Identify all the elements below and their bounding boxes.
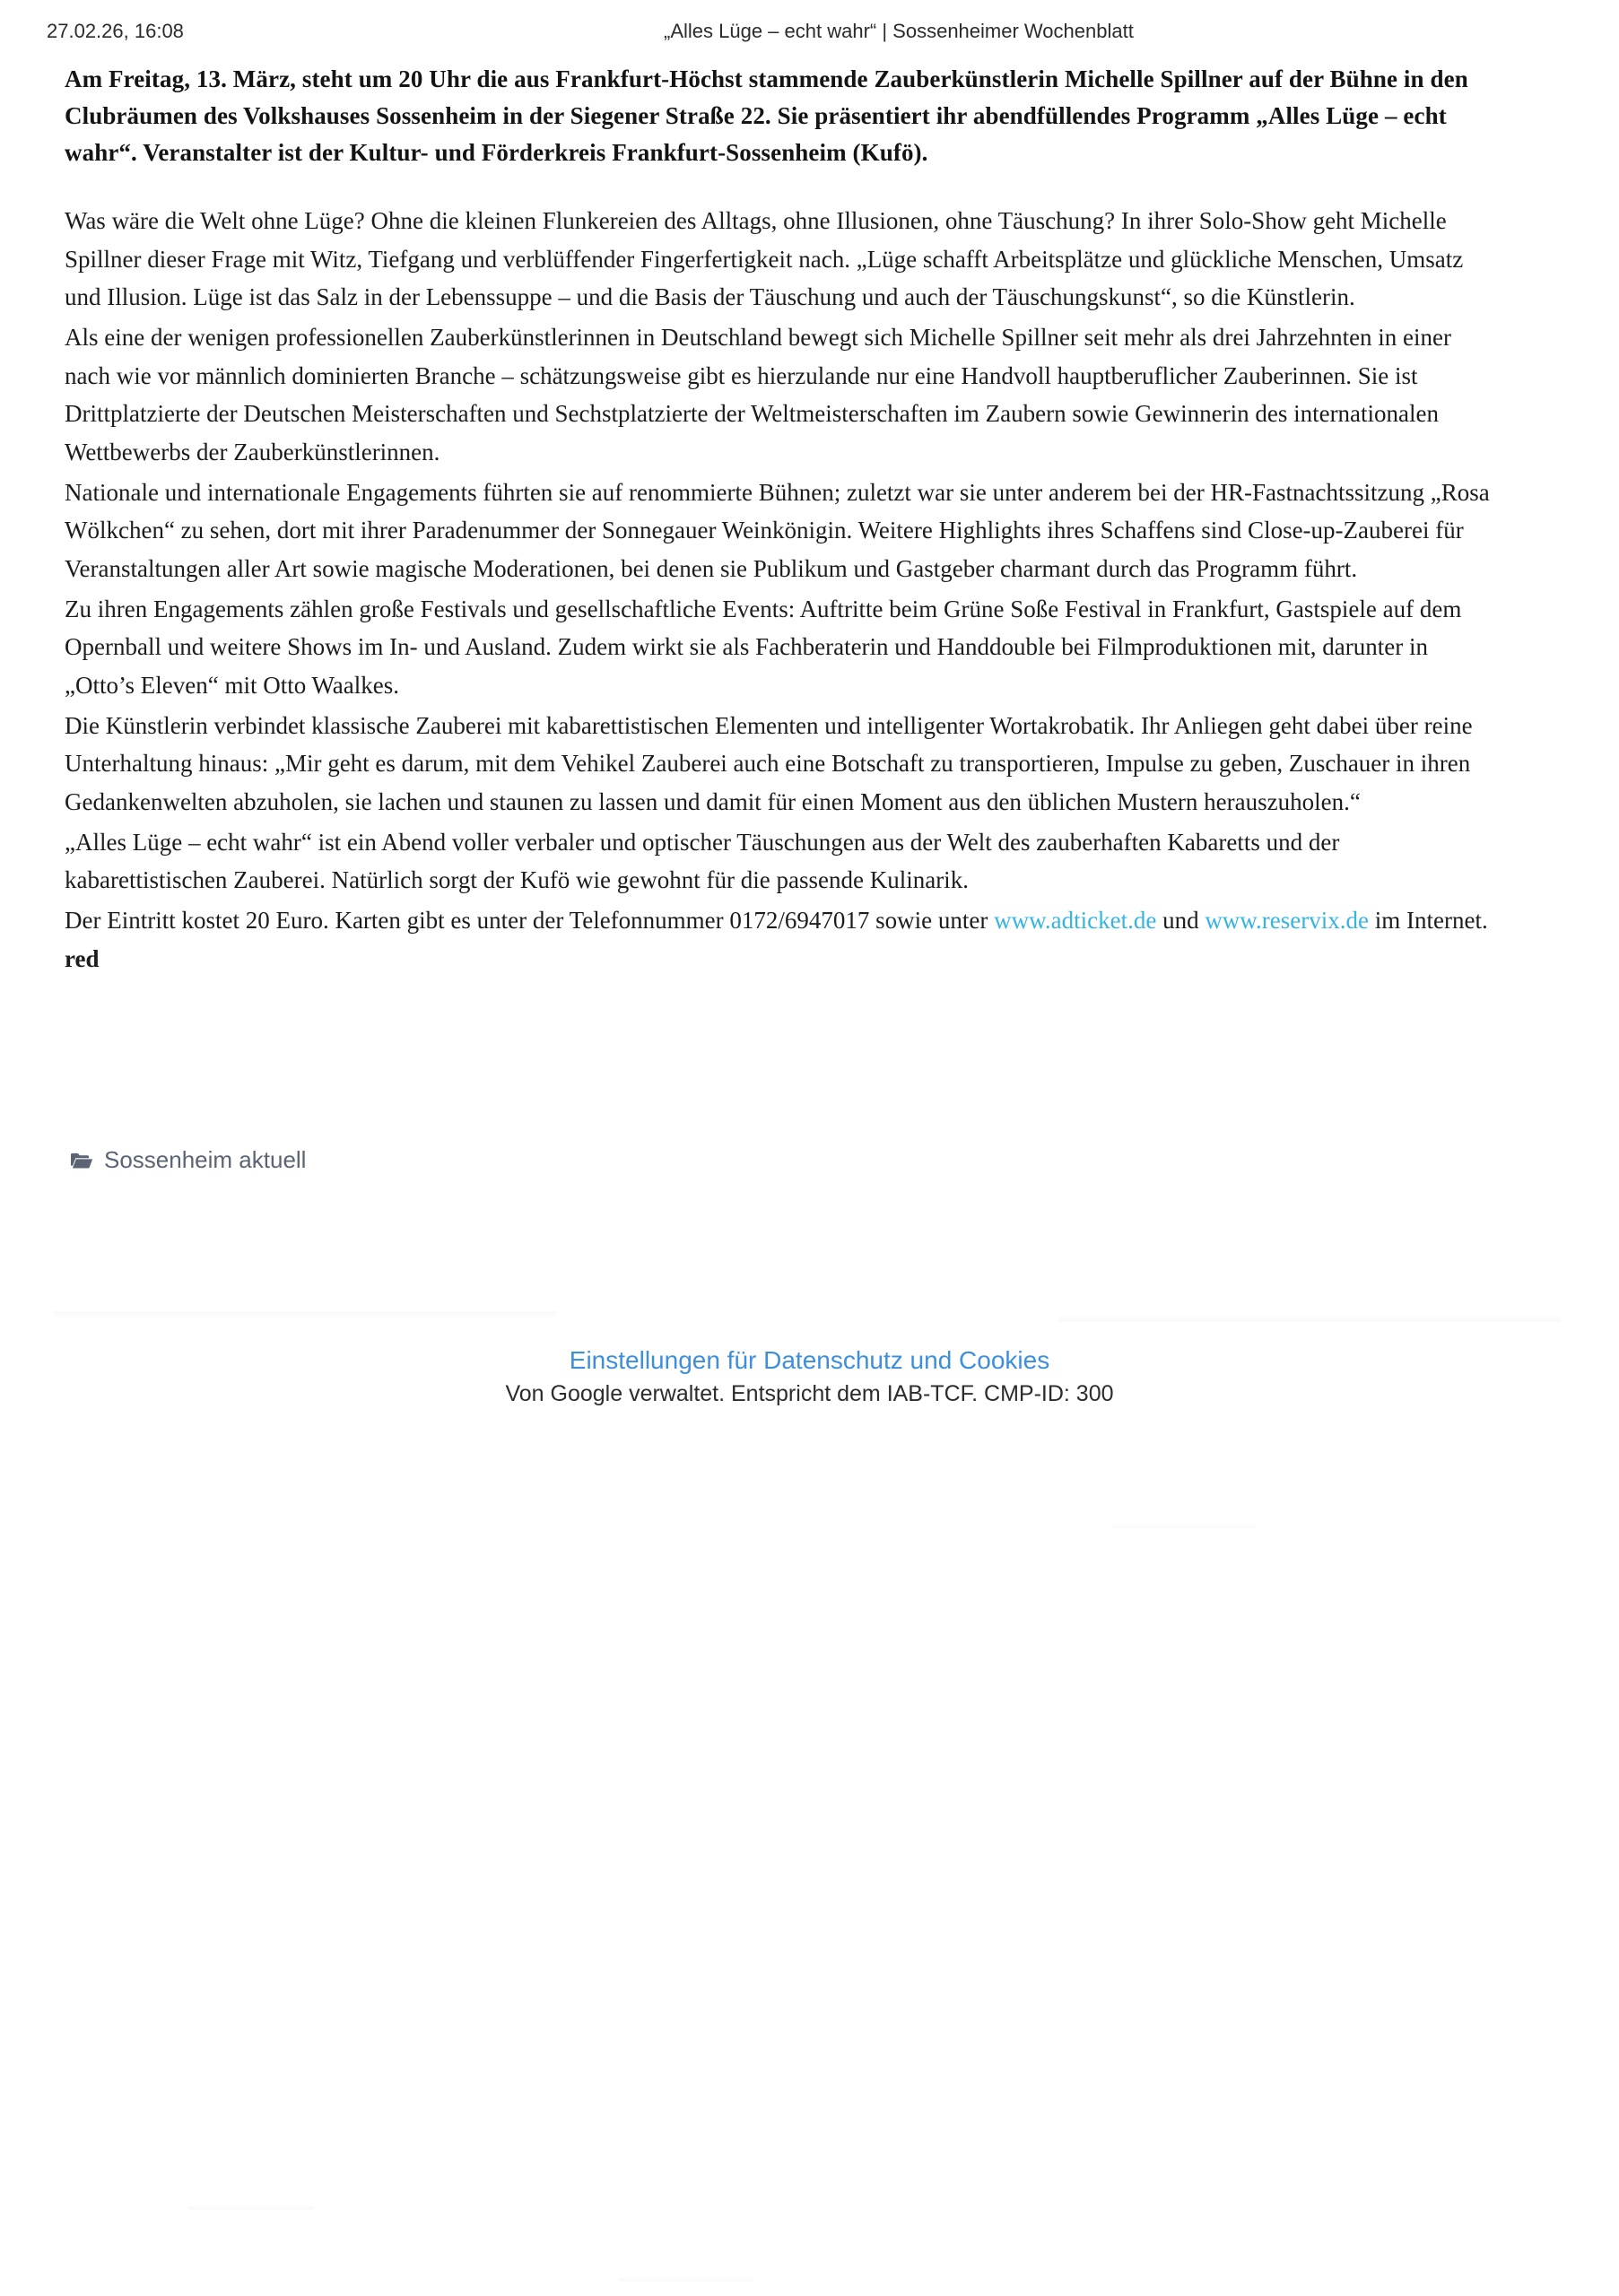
- article-body: [65, 61, 1500, 978]
- article-paragraph-4: Zu ihren Engagements zählen große Festivals und gesellschaftliche Events: Auftritte beim Grüne Soße Festival in Frankfurt, Gastspiele auf dem Opernball und weitere Shows im In- und Ausland. Zudem wirkt sie als Fachberaterin und Handdouble bei Filmproduktionen mit, darunter in „Otto’s Eleven“ mit Otto Waalkes.: [65, 595, 1462, 699]
- article-lead-paragraph: Am Freitag, 13. März, steht um 20 Uhr die aus Frankfurt-Höchst stammende Zauberkünstlerin Michelle Spillner auf der Bühne in den Clubräumen des Volkshauses Sossenheim in der Siegener Straße 22. Sie präsentiert ihr abendfüllendes Programm „Alles Lüge – echt wahr“. Veranstalter ist der Kultur- und Förderkreis Frankfurt-Sossenheim (Kufö).: [65, 65, 1468, 167]
- ticket-trailing-text: im Internet.: [1369, 906, 1488, 934]
- cmp-provider-note: Von Google verwaltet. Entspricht dem IAB-TCF. CMP-ID: 300: [505, 1380, 1114, 1406]
- scan-artifact: [619, 2278, 753, 2282]
- privacy-cookie-settings-link[interactable]: Einstellungen für Datenschutz und Cookies: [569, 1346, 1050, 1374]
- author-signature: red: [65, 944, 100, 972]
- article-ticket-paragraph: [65, 901, 1500, 978]
- adticket-link[interactable]: www.adticket.de: [994, 906, 1157, 934]
- folder-open-icon: [70, 1152, 93, 1170]
- scan-artifact: [54, 1311, 556, 1317]
- article-paragraph-1: Was wäre die Welt ohne Lüge? Ohne die kleinen Flunkereien des Alltags, ohne Illusionen, ohne Täuschung? In ihrer Solo-Show geht Michelle Spillner dieser Frage mit Witz, Tiefgang und verblüffender Fingerfertigkeit nach. „Lüge schafft Arbeitsplätze und glückliche Menschen, Umsatz und Illusion. Lüge ist das Salz in der Lebenssuppe – und die Basis der Täuschung und auch der Täuschungskunst“, so die Künstlerin.: [65, 207, 1464, 311]
- scan-artifact: [1112, 1525, 1256, 1528]
- category-link[interactable]: [70, 1146, 306, 1174]
- category-label: Sossenheim aktuell: [104, 1146, 307, 1173]
- scan-artifact: [1058, 1317, 1561, 1322]
- print-page-title: „Alles Lüge – echt wahr“ | Sossenheimer Wochenblatt: [664, 20, 1134, 42]
- print-header: [0, 20, 1619, 50]
- ticket-conjunction-text: und: [1156, 906, 1206, 934]
- print-timestamp: 27.02.26, 16:08: [47, 20, 184, 42]
- scan-artifact: [188, 2206, 314, 2210]
- cmp-consent-block: [0, 1344, 1619, 1410]
- article-paragraph-2: Als eine der wenigen professionellen Zauberkünstlerinnen in Deutschland bewegt sich Michelle Spillner seit mehr als drei Jahrzehnten in einer nach wie vor männlich dominierten Branche – schätzungsweise gibt es hierzulande nur eine Handvoll hauptberuflicher Zauberinnen. Sie ist Drittplatzierte der Deutschen Meisterschaften und Sechstplatzierte der Weltmeisterschaften im Zaubern sowie Gewinnerin des internationalen Wettbewerbs der Zauberkünstlerinnen.: [65, 324, 1452, 466]
- article-paragraph-5: Die Künstlerin verbindet klassische Zauberei mit kabarettistischen Elementen und intelligenter Wortakrobatik. Ihr Anliegen geht dabei über reine Unterhaltung hinaus: „Mir geht es darum, mit dem Vehikel Zauberei auch eine Botschaft zu transportieren, Impulse zu geben, Zuschauer in ihren Gedankenwelten abzuholen, sie lachen und staunen zu lassen und damit für einen Moment aus den üblichen Mustern herauszuholen.“: [65, 711, 1473, 815]
- article-paragraph-6: „Alles Lüge – echt wahr“ ist ein Abend voller verbaler und optischer Täuschungen aus der Welt des zauberhaften Kabaretts und der kabarettistischen Zauberei. Natürlich sorgt der Kufö wie gewohnt für die passende Kulinarik.: [65, 828, 1340, 894]
- reservix-link[interactable]: www.reservix.de: [1205, 906, 1369, 934]
- article-paragraph-3: Nationale und internationale Engagements führten sie auf renommierte Bühnen; zuletzt war sie unter anderem bei der HR-Fastnachtssitzung „Rosa Wölkchen“ zu sehen, dort mit ihrer Paradenummer der Sonnegauer Weinkönigin. Weitere Highlights ihres Schaffens sind Close-up-Zauberei für Veranstaltungen aller Art sowie magische Moderationen, bei denen sie Publikum und Gastgeber charmant durch das Programm führt.: [65, 478, 1490, 582]
- ticket-info-text: Der Eintritt kostet 20 Euro. Karten gibt es unter der Telefonnummer 0172/6947017 sowie unter: [65, 906, 995, 934]
